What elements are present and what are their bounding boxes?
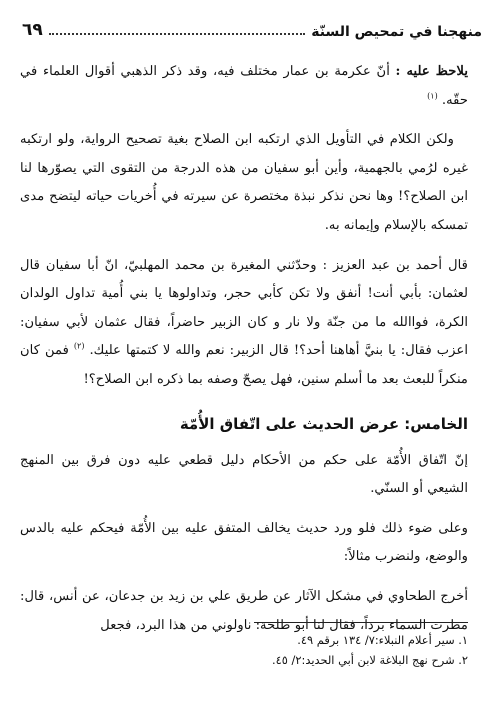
section-paragraph: وعلى ضوء ذلك فلو ورد حديث يخالف المتفق عليه بين الأُمّة فيحكم عليه بالدس والوضع، ولنضرب مثالاً: xyxy=(20,520,468,565)
footnote-separator xyxy=(254,622,468,623)
paragraph-2: ولكن الكلام في التأويل الذي ارتكبه ابن الصلاح بغية تصحيح الرواية، ولو ارتكبه غيره لرُمي بالجهمية، وأين أبو سفيان من هذه الدرجة من التقوى التي يصوّرها لنا ابن الصلاح؟! وها نحن نذكر نبذة مختصرة عن سيرته في أُخريات حياته ليتضح مدى تمسكه بالإسلام وإيمانه به. xyxy=(20,132,468,233)
footnote-item: ١. سير أعلام النبلاء:٧/ ١٣٤ برقم ٤٩. xyxy=(297,633,468,647)
paragraph-text: أنّ عكرمة بن عمار مختلف فيه، وقد ذكر الذهبي أقوال العلماء في حقّه. xyxy=(20,64,468,108)
section-paragraph: إنّ اتّفاق الأُمّة على حكم من الأحكام دليل قطعي عليه دون فرق بين المنهج الشيعي أو السنّي. xyxy=(20,452,468,497)
paragraph-text: قال أحمد بن عبد العزيز : وحدّثني المغيرة بن محمد المهلبيّ، انّ أبا سفيان قال لعثمان: بأبي أنت! أنفق ولا تكن كأبي حجر، وتداولوها يا بني أُمية تداول الولدان الكرة، فواالله ما من جنّة ولا نار و كان الزبير حاضراً، فقال عثمان لأبي سفيان: اعزب فقال: يا بنيَّ أهاهنا أحد؟! قال الزبير: نعم والله لا كتمتها عليك. xyxy=(20,257,468,359)
footnotes xyxy=(40,630,468,670)
paragraph-text-after: فمن كان منكراً للبعث بعد ما أسلم سنين، فهل يصحّ وصفه بما ذكره ابن الصلاح؟! xyxy=(20,343,468,387)
footnote-marker: (٢) xyxy=(73,341,85,351)
page-body xyxy=(20,58,468,651)
page-number: ٦٩ xyxy=(22,20,43,40)
footnote-marker: (١) xyxy=(427,91,438,101)
running-title: منهجنا في تمحيص السنّة xyxy=(311,24,482,40)
paragraph-1 xyxy=(20,58,468,115)
paragraph-3 xyxy=(20,252,468,395)
paragraph-lead: يلاحظ عليه : xyxy=(395,64,468,79)
section-paragraph: أخرج الطحاوي في مشكل الآثار عن طريق علي بن زيد بن جدعان، عن أنس، قال: مطرت السماء برداً، فقال لنا أبو طلحة: ناولوني من هذا البرد، فجعل xyxy=(20,588,468,633)
section-heading: الخامس: عرض الحديث على اتّفاق الأُمّة xyxy=(179,414,468,433)
running-header xyxy=(22,14,482,40)
footnote-item: ٢. شرح نهج البلاغة لابن أبي الحديد:٢/ ٤٥. xyxy=(272,653,468,667)
header-dotted-rule xyxy=(49,33,306,35)
